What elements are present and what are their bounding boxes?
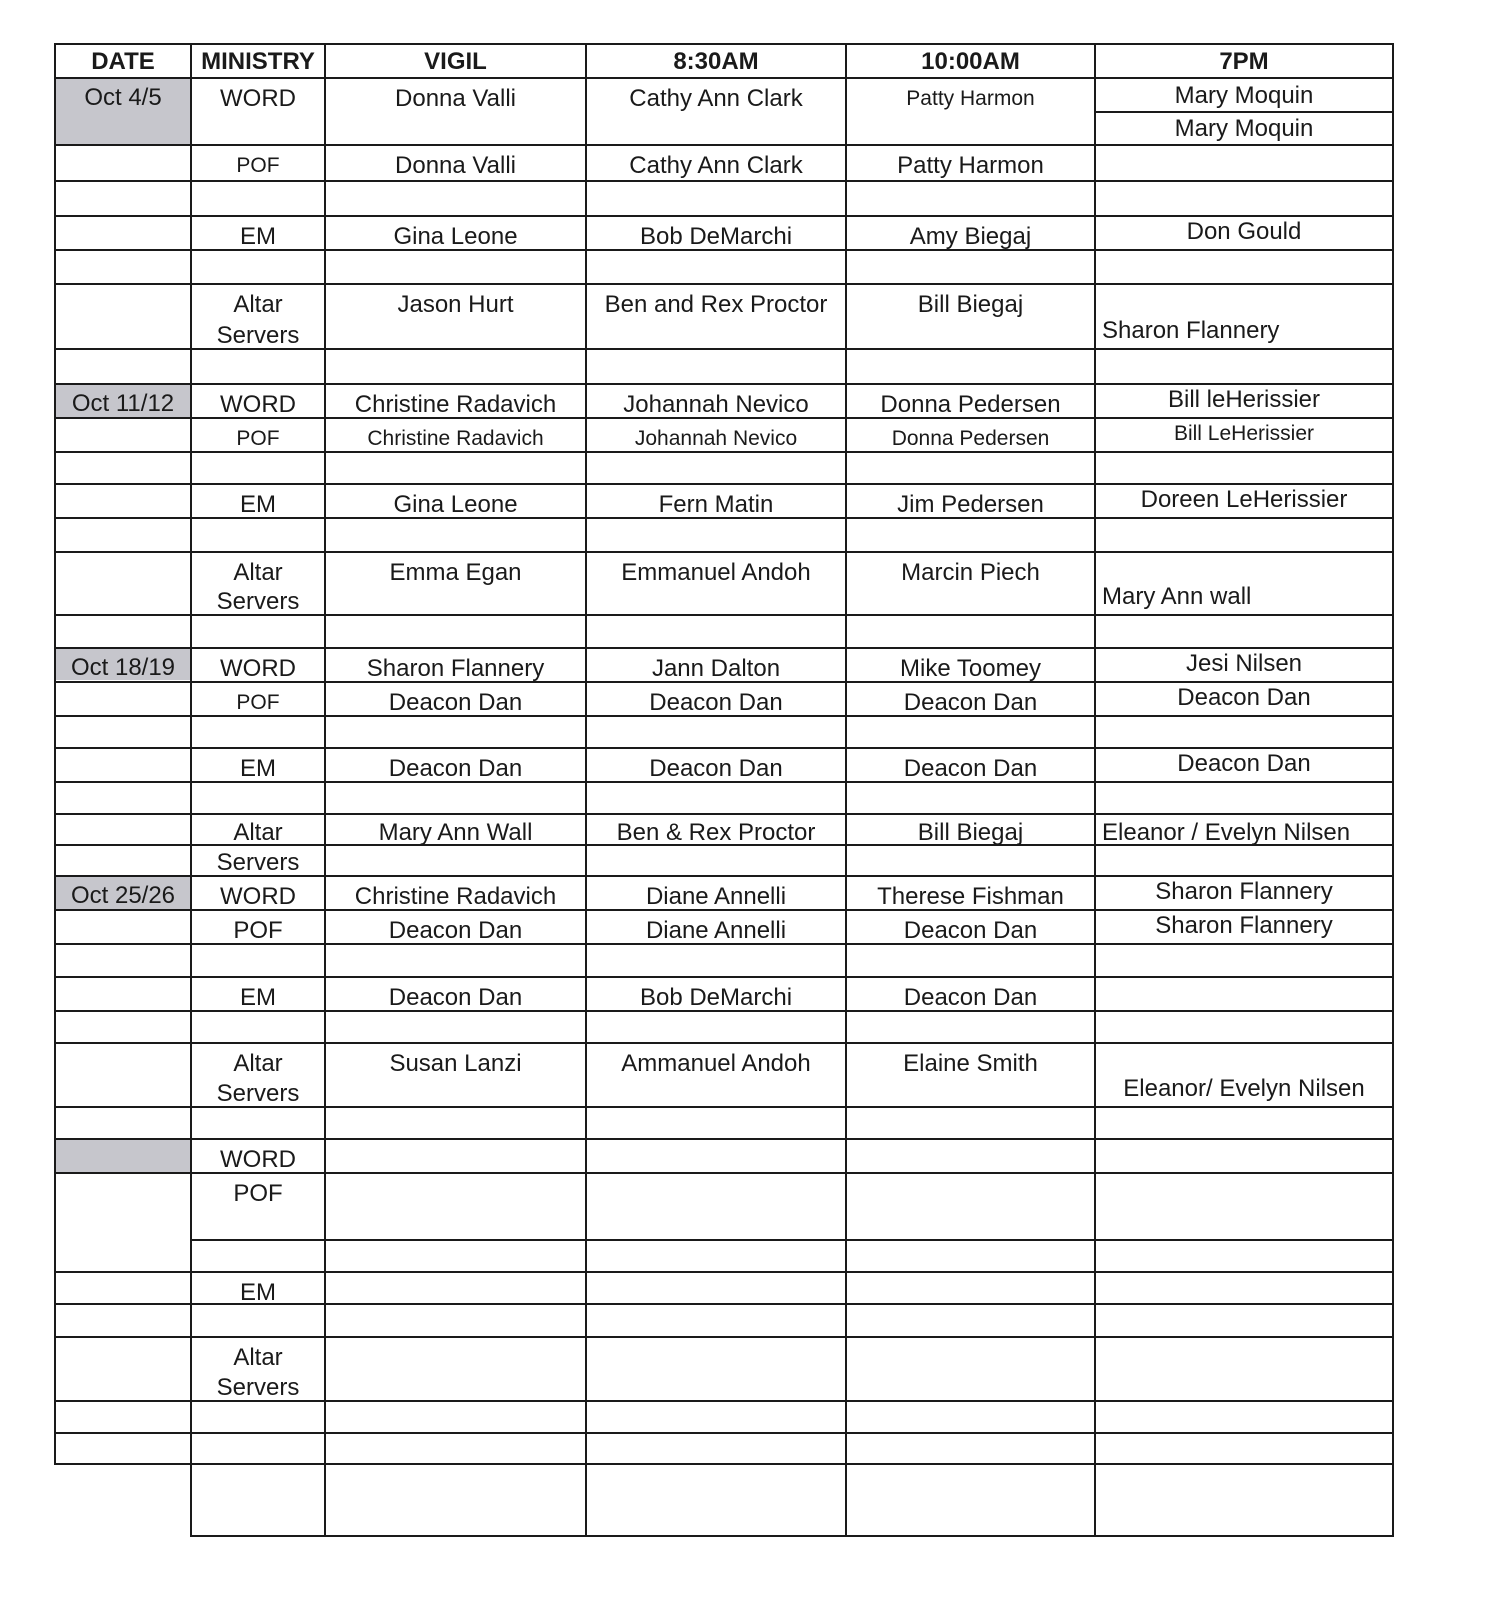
pof-7pm: Deacon Dan	[1177, 684, 1311, 711]
word-7pm: Mary Moquin	[1174, 81, 1314, 109]
ministry-word: WORD	[220, 85, 296, 112]
pof-7pm	[1096, 146, 1392, 180]
grid-line	[190, 1239, 1394, 1241]
ministry-em: EM	[240, 984, 276, 1010]
grid-line	[54, 1010, 1394, 1012]
word-1000am: Therese Fishman	[877, 883, 1064, 909]
grid-line	[190, 1535, 1394, 1537]
pof-vigil: Deacon Dan	[388, 917, 523, 943]
em-1000am: Deacon Dan	[903, 755, 1038, 781]
altar-vigil: Susan Lanzi	[389, 1050, 522, 1077]
word-1000am: Donna Pedersen	[880, 391, 1061, 417]
pof-830am: Johannah Nevico	[634, 427, 798, 450]
header-ministry: MINISTRY	[201, 47, 315, 75]
ministry-em: EM	[240, 1279, 276, 1303]
word-830am: Jann Dalton	[651, 655, 781, 681]
word-7pm: Sharon Flannery	[1155, 878, 1333, 905]
ministry-altar: Altar	[233, 1050, 283, 1075]
em-7pm: Don Gould	[1186, 218, 1302, 245]
em-830am: Deacon Dan	[649, 755, 783, 781]
week-date: Oct 4/5	[84, 84, 162, 111]
pof-830am: Diane Annelli	[645, 917, 787, 943]
header-vigil: VIGIL	[424, 47, 487, 75]
grid-line	[1392, 43, 1394, 1537]
em-7pm: Doreen LeHerissier	[1140, 486, 1348, 513]
grid-line	[190, 43, 192, 1537]
word-1000am: Mike Toomey	[900, 655, 1041, 681]
ministry-word: WORD	[220, 391, 296, 417]
ministry-altar: Altar	[233, 559, 283, 584]
pof-7pm: Bill LeHerissier	[1173, 422, 1315, 445]
altar-1000am: Marcin Piech	[901, 559, 1040, 586]
altar-830am: Ben and Rex Proctor	[604, 291, 828, 318]
grid-line	[54, 943, 1394, 945]
grid-line	[54, 1432, 1394, 1434]
ministry-em: EM	[240, 223, 276, 249]
pof-7pm: Sharon Flannery	[1155, 912, 1333, 939]
ministry-servers: Servers	[216, 1374, 300, 1400]
word-7pm-second: Mary Moquin	[1174, 115, 1314, 142]
ministry-servers: Servers	[216, 1080, 300, 1106]
pof-vigil: Deacon Dan	[388, 689, 523, 715]
pof-1000am: Patty Harmon	[897, 152, 1044, 179]
grid-line	[54, 451, 1394, 453]
grid-line	[585, 43, 587, 1537]
ministry-pof: POF	[236, 154, 280, 177]
em-7pm: Deacon Dan	[1177, 750, 1311, 777]
grid-line	[54, 517, 1394, 519]
ministry-altar: Altar	[233, 819, 283, 844]
altar-vigil: Mary Ann Wall	[378, 819, 533, 844]
ministry-word: WORD	[220, 655, 296, 681]
em-vigil: Deacon Dan	[388, 984, 523, 1010]
grid-line	[1094, 43, 1096, 1537]
word-vigil: Donna Valli	[395, 85, 516, 112]
altar-7pm: Mary Ann wall	[1102, 583, 1252, 610]
ministry-schedule-table	[54, 43, 1428, 1537]
week-date: Oct 11/12	[71, 390, 175, 417]
ministry-em: EM	[240, 491, 276, 517]
altar-830am: Emmanuel Andoh	[621, 559, 811, 586]
word-830am: Cathy Ann Clark	[629, 85, 803, 112]
pof-vigil: Donna Valli	[395, 152, 516, 179]
altar-1000am: Bill Biegaj	[917, 819, 1024, 844]
word-vigil: Christine Radavich	[354, 391, 557, 417]
pof-vigil: Christine Radavich	[367, 427, 544, 450]
pof-1000am: Donna Pedersen	[891, 427, 1050, 450]
ministry-pof: POF	[233, 917, 283, 943]
grid-line	[54, 1400, 1394, 1402]
grid-line	[54, 715, 1394, 717]
altar-1000am: Elaine Smith	[903, 1050, 1038, 1077]
word-830am: Diane Annelli	[645, 883, 787, 909]
em-1000am: Jim Pedersen	[897, 491, 1044, 517]
word-7pm: Bill leHerissier	[1167, 386, 1321, 413]
header-7pm: 7PM	[1219, 47, 1269, 75]
altar-1000am: Bill Biegaj	[917, 291, 1024, 318]
week-date: Oct 25/26	[70, 882, 176, 909]
altar-7pm: Sharon Flannery	[1102, 317, 1280, 344]
word-830am: Johannah Nevico	[623, 391, 809, 417]
grid-line	[54, 781, 1394, 783]
em-1000am: Amy Biegaj	[909, 223, 1032, 249]
altar-830am: Ammanuel Andoh	[621, 1050, 811, 1077]
ministry-pof: POF	[236, 427, 280, 450]
word-vigil: Sharon Flannery	[366, 655, 545, 681]
altar-vigil: Emma Egan	[389, 559, 522, 586]
em-830am: Bob DeMarchi	[639, 223, 793, 249]
ministry-altar: Altar	[233, 1344, 283, 1369]
grid-line	[54, 1463, 1394, 1465]
grid-line	[54, 249, 1394, 251]
grid-line	[54, 348, 1394, 350]
altar-7pm: Eleanor / Evelyn Nilsen	[1102, 819, 1351, 844]
pof-1000am: Deacon Dan	[903, 917, 1038, 943]
grid-line	[845, 43, 847, 1537]
ministry-pof: POF	[236, 691, 280, 714]
pof-830am: Cathy Ann Clark	[629, 152, 803, 179]
grid-line	[54, 43, 56, 1465]
em-vigil: Gina Leone	[393, 491, 518, 517]
word-vigil: Christine Radavich	[354, 883, 557, 909]
ministry-altar: Altar	[233, 291, 283, 318]
header-1000am: 10:00AM	[921, 47, 1020, 75]
em-vigil: Gina Leone	[393, 223, 518, 249]
word-1000am: Patty Harmon	[906, 87, 1035, 110]
pof-1000am: Deacon Dan	[903, 689, 1038, 715]
grid-line	[54, 180, 1394, 182]
pof-830am: Deacon Dan	[649, 689, 783, 715]
week-date: Oct 18/19	[70, 654, 176, 681]
grid-line	[54, 1106, 1394, 1108]
header-830am: 8:30AM	[673, 47, 759, 75]
ministry-pof: POF	[233, 1180, 283, 1206]
altar-830am: Ben & Rex Proctor	[616, 819, 816, 844]
ministry-word: WORD	[220, 1146, 296, 1172]
em-830am: Fern Matin	[658, 491, 774, 517]
ministry-servers: Servers	[216, 849, 300, 875]
grid-line	[54, 614, 1394, 616]
ministry-servers: Servers	[216, 322, 300, 348]
altar-7pm: Eleanor/ Evelyn Nilsen	[1123, 1075, 1365, 1102]
em-vigil: Deacon Dan	[388, 755, 523, 781]
ministry-word: WORD	[220, 883, 296, 909]
em-1000am: Deacon Dan	[903, 984, 1038, 1010]
header-date: DATE	[91, 47, 155, 75]
word-7pm: Jesi Nilsen	[1185, 650, 1303, 677]
grid-line	[324, 43, 326, 1537]
ministry-servers: Servers	[216, 588, 300, 614]
em-830am: Bob DeMarchi	[639, 984, 793, 1010]
ministry-em: EM	[240, 755, 276, 781]
altar-vigil: Jason Hurt	[397, 291, 514, 318]
date-shade	[56, 1139, 190, 1172]
grid-line	[54, 1303, 1394, 1305]
em-7pm	[1096, 978, 1392, 1010]
